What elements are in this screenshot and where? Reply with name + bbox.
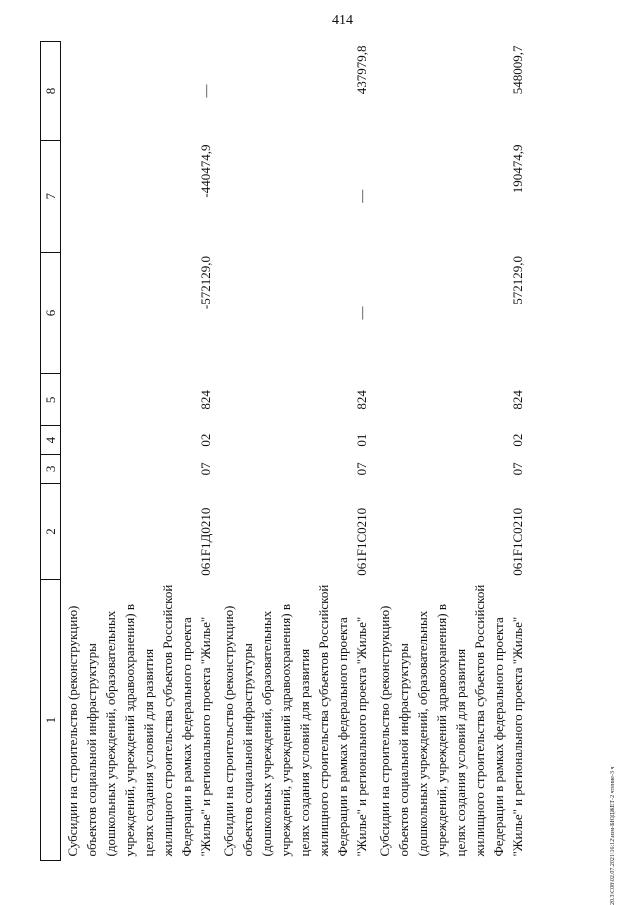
header-col-2: 2 — [41, 483, 61, 580]
row-1-name: Субсидии на строительство (реконструкцию) объектов социальной инфраструктуры (дошкольных учреждений, образовательных учреждений, учреждений здравоохранения) в целях создания условий для развития жилищного строительства субъектов Российской Федерации в рамках федерального проекта "Жилье" и регионального проекта "Жилье" — [65, 584, 213, 857]
table-row — [61, 42, 218, 861]
row-3-vr: 824 — [510, 390, 525, 410]
row-3-name: Субсидии на строительство (реконструкцию) объектов социальной инфраструктуры (дошкольных учреждений, образовательных учреждений, учреждений здравоохранения) в целях создания условий для развития жилищного строительства субъектов Российской Федерации в рамках федерального проекта "Жилье" и регионального проекта "Жилье" — [377, 584, 525, 857]
row-3-col7: 190474,9 — [510, 144, 525, 194]
row-1-col8: — — [198, 84, 213, 98]
table-row — [217, 42, 373, 861]
row-2-rz: 07 — [354, 462, 369, 476]
row-2-col7: — — [354, 189, 369, 203]
row-1-code: 061F1Д0210 — [198, 507, 213, 576]
row-1-col6: -572129,0 — [198, 256, 213, 310]
header-col-6: 6 — [41, 252, 61, 374]
row-2-col6: — — [354, 306, 369, 320]
header-col-4: 4 — [41, 426, 61, 455]
table-header-row — [41, 42, 61, 861]
row-3-col8: 548009,7 — [510, 45, 525, 95]
header-col-7: 7 — [41, 140, 61, 252]
row-2-code: 061F1С0210 — [354, 507, 369, 576]
page-number: 414 — [332, 13, 353, 28]
row-1-col7: -440474,9 — [198, 144, 213, 198]
row-1-rz: 07 — [198, 462, 213, 476]
header-col-8: 8 — [41, 42, 61, 141]
row-3-code: 061F1С0210 — [510, 507, 525, 576]
row-1-vr: 824 — [198, 390, 213, 410]
document-footer-code: 20.3\С08\02.07.2021\16:12\изм-БЮДЖЕТ-2 чтение-3 ч — [610, 766, 616, 905]
budget-table — [40, 41, 529, 861]
row-3-rz: 07 — [510, 462, 525, 476]
row-3-col6: 572129,0 — [510, 256, 525, 305]
row-2-pr: 01 — [354, 433, 369, 447]
header-col-1: 1 — [41, 580, 61, 861]
row-1-pr: 02 — [198, 433, 213, 447]
row-2-vr: 824 — [354, 390, 369, 410]
row-2-col8: 437979,8 — [354, 45, 369, 95]
row-3-pr: 02 — [510, 433, 525, 447]
header-col-5: 5 — [41, 374, 61, 426]
header-col-3: 3 — [41, 454, 61, 483]
table-row — [373, 42, 529, 861]
row-2-name: Субсидии на строительство (реконструкцию) объектов социальной инфраструктуры (дошкольных учреждений, образовательных учреждений, учреждений здравоохранения) в целях создания условий для развития жилищного строительства субъектов Российской Федерации в рамках федерального проекта "Жилье" и регионального проекта "Жилье" — [221, 584, 369, 857]
budget-table-rotated — [40, 41, 620, 861]
